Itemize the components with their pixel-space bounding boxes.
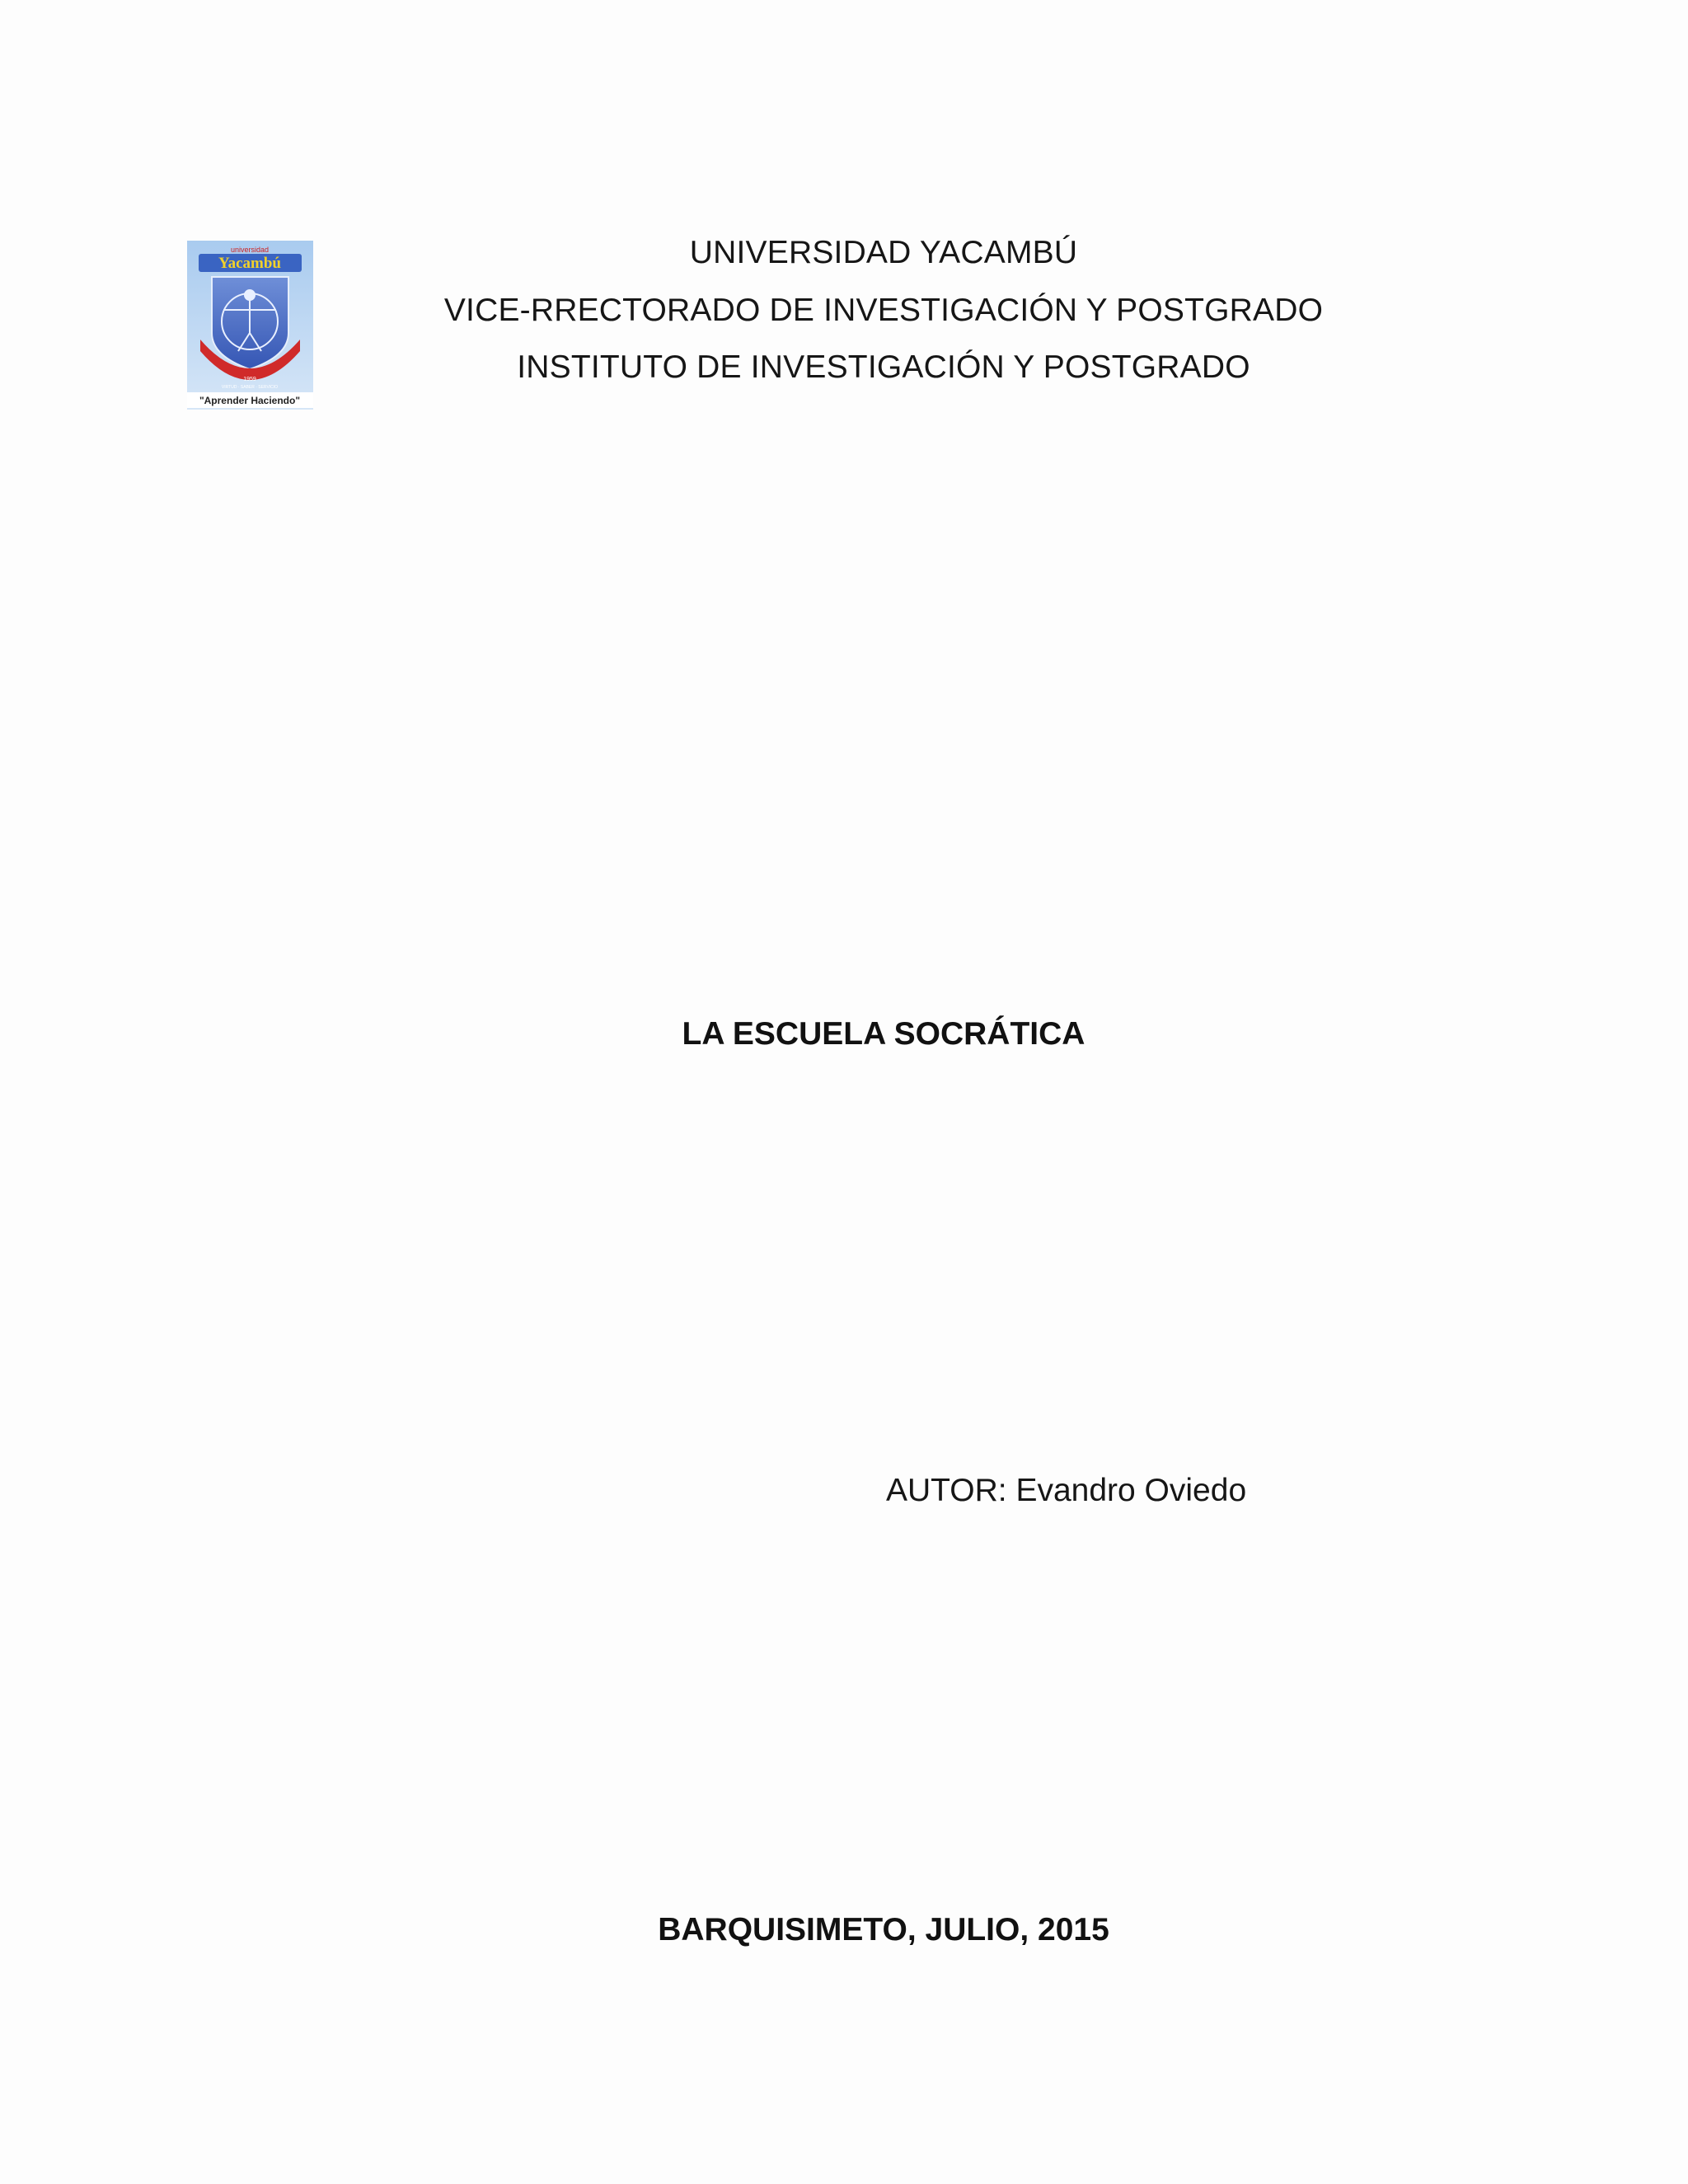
author-line: AUTOR: Evandro Oviedo bbox=[886, 1473, 1247, 1508]
institute-name: INSTITUTO DE INVESTIGACIÓN Y POSTGRADO bbox=[517, 349, 1250, 385]
logo-name: Yacambú bbox=[218, 255, 282, 272]
place-date: BARQUISIMETO, JULIO, 2015 bbox=[658, 1912, 1109, 1947]
logo-year: 1959 bbox=[243, 377, 256, 382]
vice-rectorate: VICE-RRECTORADO DE INVESTIGACIÓN Y POSTGRADO bbox=[443, 293, 1324, 328]
logo-caption: universidad bbox=[230, 246, 270, 254]
logo-motto: "Aprender Haciendo" bbox=[199, 395, 301, 406]
logo-ribbon-text: VIRTUD · SABER · SERVICIO bbox=[221, 385, 279, 390]
university-name: UNIVERSIDAD YACAMBÚ bbox=[689, 235, 1078, 270]
document-title: LA ESCUELA SOCRÁTICA bbox=[682, 1016, 1085, 1052]
